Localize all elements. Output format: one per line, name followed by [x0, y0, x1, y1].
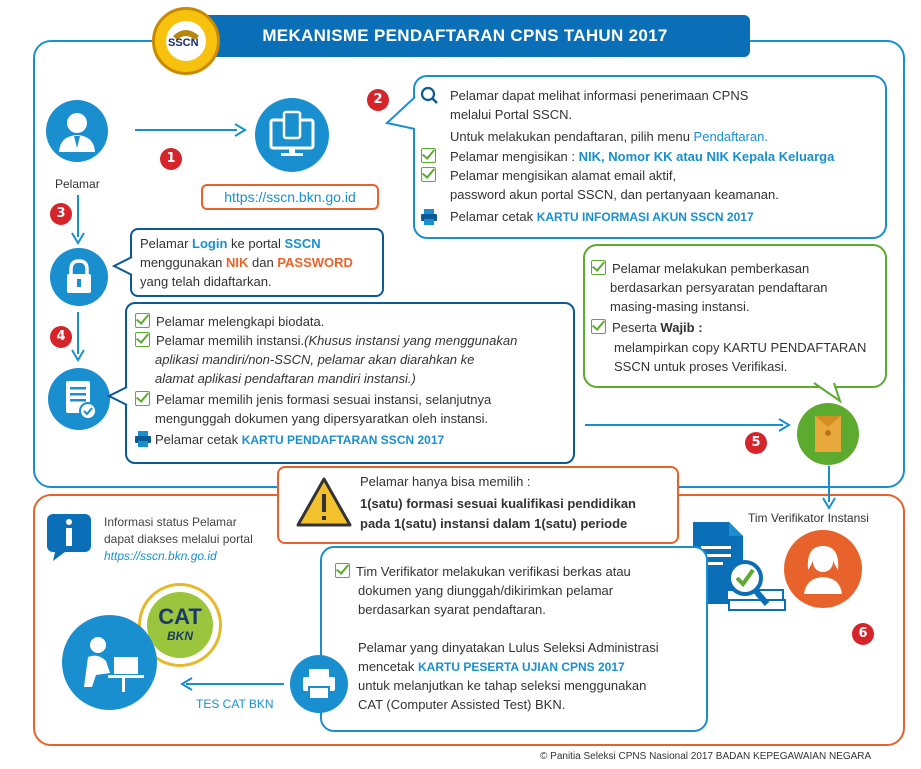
- computer-icon: [255, 98, 329, 172]
- box2-line2: melalui Portal SSCN.: [450, 107, 573, 122]
- box4-line7: [155, 430, 444, 450]
- check-icon: [135, 391, 150, 406]
- computer-user-icon: [62, 615, 157, 710]
- warning-line3: pada 1(satu) instansi dalam 1(satu) periode: [360, 516, 628, 531]
- check-icon: [135, 332, 150, 347]
- verifikator-label: Tim Verifikator Instansi: [748, 511, 869, 525]
- box2-line6: password akun portal SSCN, dan pertanyaan keamanan.: [450, 187, 779, 202]
- user-icon: [46, 100, 108, 162]
- box5-line6: SSCN untuk proses Verifikasi.: [614, 359, 788, 374]
- box2-line1: Pelamar dapat melihat informasi penerimaan CPNS: [450, 88, 749, 103]
- box6-text: mencetak: [358, 659, 418, 674]
- box4-line1: [135, 312, 324, 331]
- box6-text: Tim Verifikator melakukan verifikasi berkas atau: [356, 564, 631, 579]
- info-line2: dapat diakses melalui portal: [104, 532, 253, 546]
- box3-line2: [140, 253, 353, 272]
- box4-kartu-pendaftaran: KARTU PENDAFTARAN SSCN 2017: [241, 433, 445, 447]
- box2-line5: Pelamar mengisikan alamat email aktif,: [450, 168, 677, 183]
- box2-kartu-akun: KARTU INFORMASI AKUN SSCN 2017: [536, 210, 754, 224]
- box6-line2: dokumen yang diunggah/dikirimkan pelamar: [358, 583, 614, 598]
- box4-text: Pelamar melengkapi biodata.: [156, 314, 325, 329]
- box5-line1: [591, 259, 809, 278]
- box4-line3: aplikasi mandiri/non-SSCN, pelamar akan diarahkan ke: [155, 352, 475, 367]
- box4-line6: mengunggah dokumen yang dipersyaratkan oleh instansi.: [155, 411, 489, 426]
- printer-circle-icon: [290, 655, 348, 713]
- check-icon: [135, 313, 150, 328]
- box6-line1: [335, 562, 631, 581]
- box5-wajib: Wajib :: [660, 320, 703, 335]
- password-term: PASSWORD: [277, 255, 353, 270]
- box4-text: Pelamar memilih jenis formasi sesuai instansi, selanjutnya: [156, 392, 492, 407]
- sscn-term: SSCN: [284, 236, 321, 251]
- check-icon: [591, 260, 606, 275]
- step-2-pointer: [385, 95, 417, 135]
- pendaftaran-menu-link[interactable]: Pendaftaran.: [693, 129, 768, 144]
- info-line1: Informasi status Pelamar: [104, 515, 237, 529]
- step-6-badge: 6: [852, 623, 874, 645]
- check-icon: [335, 563, 350, 578]
- footer-copyright: © Panitia Seleksi CPNS Nasional 2017 BADAN KEPEGAWAIAN NEGARA: [540, 751, 872, 762]
- cat-logo-subtext: BKN: [167, 629, 193, 643]
- sscn-logo-text: SSCN: [168, 37, 199, 49]
- box5-line2: berdasarkan persyaratan pendaftaran: [610, 280, 828, 295]
- edit-icon: [421, 167, 442, 185]
- box5-line5: melampirkan copy KARTU PENDAFTARAN: [614, 340, 867, 355]
- printer-icon: [134, 430, 152, 448]
- arrow-to-login: [68, 195, 88, 245]
- info-url-link[interactable]: https://sscn.bkn.go.id: [104, 549, 217, 563]
- arrow-to-portal: [135, 120, 250, 140]
- box2-line7-text: Pelamar cetak: [450, 209, 537, 224]
- box6-line6: untuk melanjutkan ke tahap seleksi menggunakan: [358, 678, 647, 693]
- box6-line4: Pelamar yang dinyatakan Lulus Seleksi Administrasi: [358, 640, 659, 655]
- box3-text: dan: [248, 255, 278, 270]
- box2-line4: [450, 147, 834, 166]
- box6-line7: CAT (Computer Assisted Test) BKN.: [358, 697, 566, 712]
- cat-logo-text: CAT: [158, 604, 202, 629]
- tes-cat-label: TES CAT BKN: [196, 697, 274, 711]
- step-1-badge: 1: [160, 148, 182, 170]
- box2-line4-text: Pelamar mengisikan :: [450, 149, 579, 164]
- box6-line5: [358, 657, 625, 677]
- arrow-to-tes-cat: [178, 674, 286, 694]
- step-2-badge: 2: [367, 89, 389, 111]
- arrow-to-pemberkasan: [585, 415, 795, 435]
- box6-kartu-peserta: KARTU PESERTA UJIAN CPNS 2017: [417, 660, 625, 674]
- sscn-logo: [152, 7, 220, 75]
- box5-line3: masing-masing instansi.: [610, 299, 750, 314]
- box6-line3: berdasarkan syarat pendaftaran.: [358, 602, 546, 617]
- portal-url-link[interactable]: https://sscn.bkn.go.id: [201, 184, 379, 210]
- step-3-pointer: [112, 255, 134, 277]
- step-4-badge: 4: [50, 326, 72, 348]
- info-icon: [45, 512, 93, 562]
- lock-icon: [50, 248, 108, 306]
- warning-line2: 1(satu) formasi sesuai kualifikasi pendidikan: [360, 496, 636, 511]
- box3-text: Pelamar: [140, 236, 193, 251]
- box5-line4: [591, 318, 703, 337]
- box3-line1: [140, 234, 321, 253]
- box4-text: Pelamar memilih instansi.: [156, 333, 305, 348]
- verifikator-icon: [784, 530, 862, 608]
- arrow-to-biodata: [68, 312, 88, 362]
- box2-nik-kk: NIK, Nomor KK atau NIK Kepala Keluarga: [578, 149, 835, 164]
- page-title: MEKANISME PENDAFTARAN CPNS TAHUN 2017: [262, 26, 668, 45]
- box5-text: Pelamar melakukan pemberkasan: [612, 261, 810, 276]
- box2-line3: [450, 127, 768, 146]
- box2-line3-text: Untuk melakukan pendaftaran, pilih menu: [450, 129, 694, 144]
- step-4-pointer: [107, 385, 129, 407]
- box3-text: menggunakan: [140, 255, 227, 270]
- warning-icon: [295, 476, 353, 528]
- box4-line2: [135, 331, 517, 350]
- step-5-pointer: [812, 381, 842, 403]
- box5-text: Peserta: [612, 320, 661, 335]
- login-term: Login: [192, 236, 228, 251]
- step-3-badge: 3: [50, 203, 72, 225]
- step-5-badge: 5: [745, 432, 767, 454]
- box2-line7: [450, 207, 754, 227]
- search-icon: [420, 86, 438, 104]
- box4-line4: alamat aplikasi pendaftaran mandiri instansi.): [155, 371, 416, 386]
- box3-line3: yang telah didaftarkan.: [140, 274, 272, 289]
- nik-term: NIK: [226, 255, 249, 270]
- envelope-icon: [797, 403, 859, 465]
- box4-text: Pelamar cetak: [155, 432, 242, 447]
- check-icon: [591, 319, 606, 334]
- edit-icon: [421, 148, 442, 166]
- arrow-to-verifikator: [819, 466, 839, 510]
- pelamar-label: Pelamar: [55, 177, 100, 191]
- box3-text: ke portal: [227, 236, 285, 251]
- form-icon: [48, 368, 110, 430]
- box4-note: (Khusus instansi yang menggunakan: [304, 333, 518, 348]
- printer-icon: [420, 208, 438, 226]
- box4-line5: [135, 390, 491, 409]
- warning-line1: Pelamar hanya bisa memilih :: [360, 474, 531, 489]
